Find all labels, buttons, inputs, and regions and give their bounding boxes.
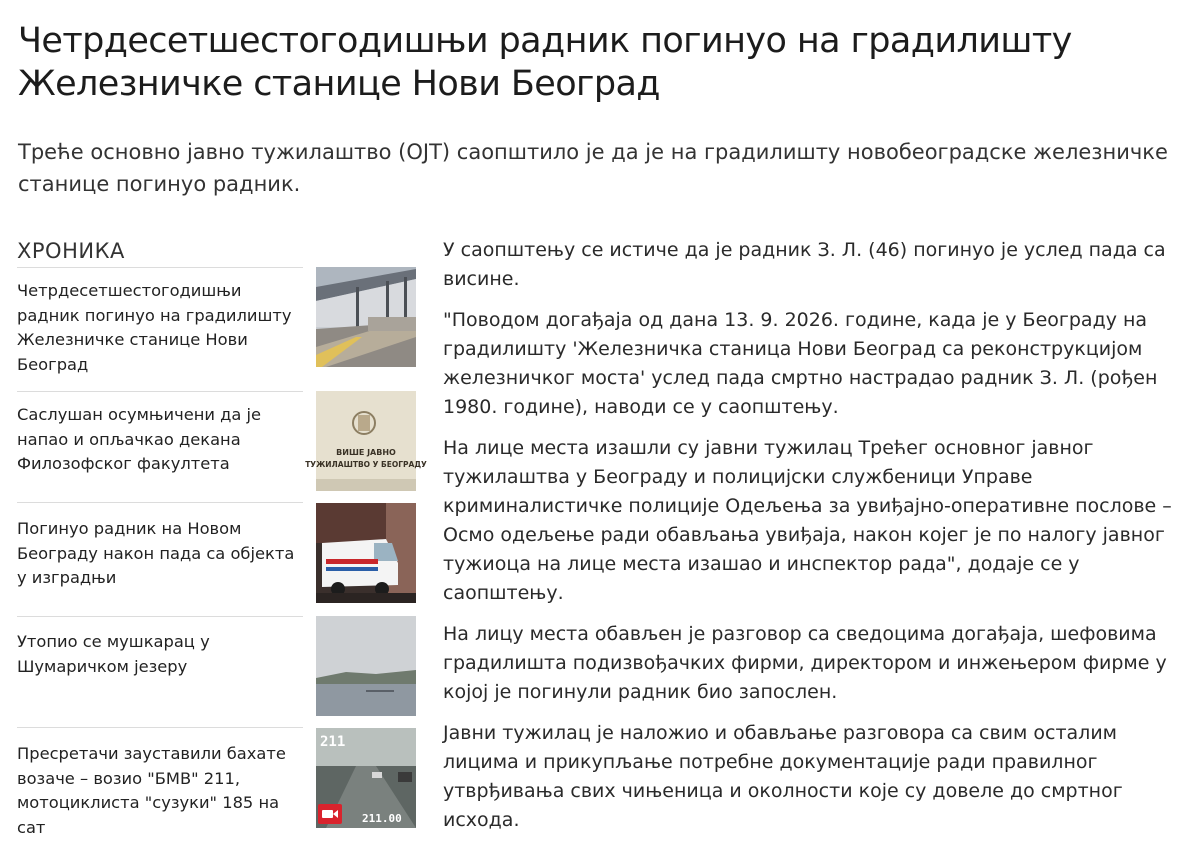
speed-readout-top: 211 bbox=[320, 734, 346, 750]
article-body bbox=[443, 236, 1183, 847]
sign-text-line2: ТУЖИЛАШТВО У БЕОГРАДУ bbox=[305, 460, 427, 469]
sidebar-article-title[interactable]: Пресретачи зауставили бахате возаче – возио "БМВ" 211, мотоциклиста "сузуки" 185 на сат bbox=[17, 744, 286, 837]
sidebar-article-title[interactable]: Четрдесетшестогодишњи радник погинуо на градилишту Железничке станице Нови Београд bbox=[17, 281, 292, 374]
sidebar-article-title[interactable]: Саслушан осумњичени да је напао и опљачкао декана Филозофског факултета bbox=[17, 405, 262, 473]
article-paragraph: На лицу места обављен је разговор са сведоцима догађаја, шефовима градилишта подизвођачких фирми, директором и инжењером фирме у којој је погинули радник био запослен. bbox=[443, 623, 1167, 703]
speed-readout-bottom: 211.00 bbox=[362, 812, 402, 825]
sidebar-article-title[interactable]: Утопио се мушкарац у Шумаричком језеру bbox=[17, 632, 210, 676]
sidebar-article-title[interactable]: Погинуо радник на Новом Београду након пада са објекта у изградњи bbox=[17, 519, 295, 587]
article-paragraph: У саопштењу се истиче да је радник З. Л. (46) погинуо је услед пада са висине. bbox=[443, 239, 1166, 290]
court-sign-thumbnail[interactable] bbox=[305, 391, 427, 491]
lake-thumbnail[interactable] bbox=[316, 616, 416, 716]
railway-platform-thumbnail[interactable] bbox=[316, 267, 416, 367]
sign-text-line1: ВИШЕ ЈАВНО bbox=[336, 448, 396, 457]
ambulance-thumbnail[interactable] bbox=[316, 503, 416, 603]
article-title: Четрдесетшестогодишњи радник погинуо на градилишту Железничке станице Нови Београд bbox=[18, 21, 1072, 104]
section-title[interactable]: ХРОНИКА bbox=[17, 236, 303, 268]
article-paragraph: "Поводом догађаја од дана 13. 9. 2026. године, када је у Београду на градилишту 'Железничка станица Нови Београд са реконструкцијом железничког моста' услед пада смртно настрадао радник З. Л. (рођен 1980. године), наводи се у саопштењу. bbox=[443, 309, 1158, 418]
article-paragraph: Јавни тужилац је наложио и обављање разговора са свим осталим лицима и прикупљање потребне документације ради правилног утврђивања свих чињеница и околности које су довеле до смртног исхода. bbox=[443, 722, 1123, 831]
article-paragraph: На лице места изашли су јавни тужилац Трећег основног јавног тужилаштва у Београду и полицијски службеници Управе криминалистичке полиције Одељења за увиђајно-оперативне послове – Осмо одељење ради обављања увиђаја, након којег је по налогу јавног тужиоца на лице места изашао и инспектор рада", додаје се у саопштењу. bbox=[443, 437, 1172, 604]
video-camera-icon bbox=[318, 804, 342, 824]
sidebar-chronicle bbox=[17, 236, 427, 837]
article-lead: Треће основно јавно тужилаштво (ОЈТ) саопштило је да је на градилишту новобеоградске железничке станице погинуо радник. bbox=[18, 140, 1168, 196]
radar-video-thumbnail[interactable] bbox=[316, 728, 416, 828]
